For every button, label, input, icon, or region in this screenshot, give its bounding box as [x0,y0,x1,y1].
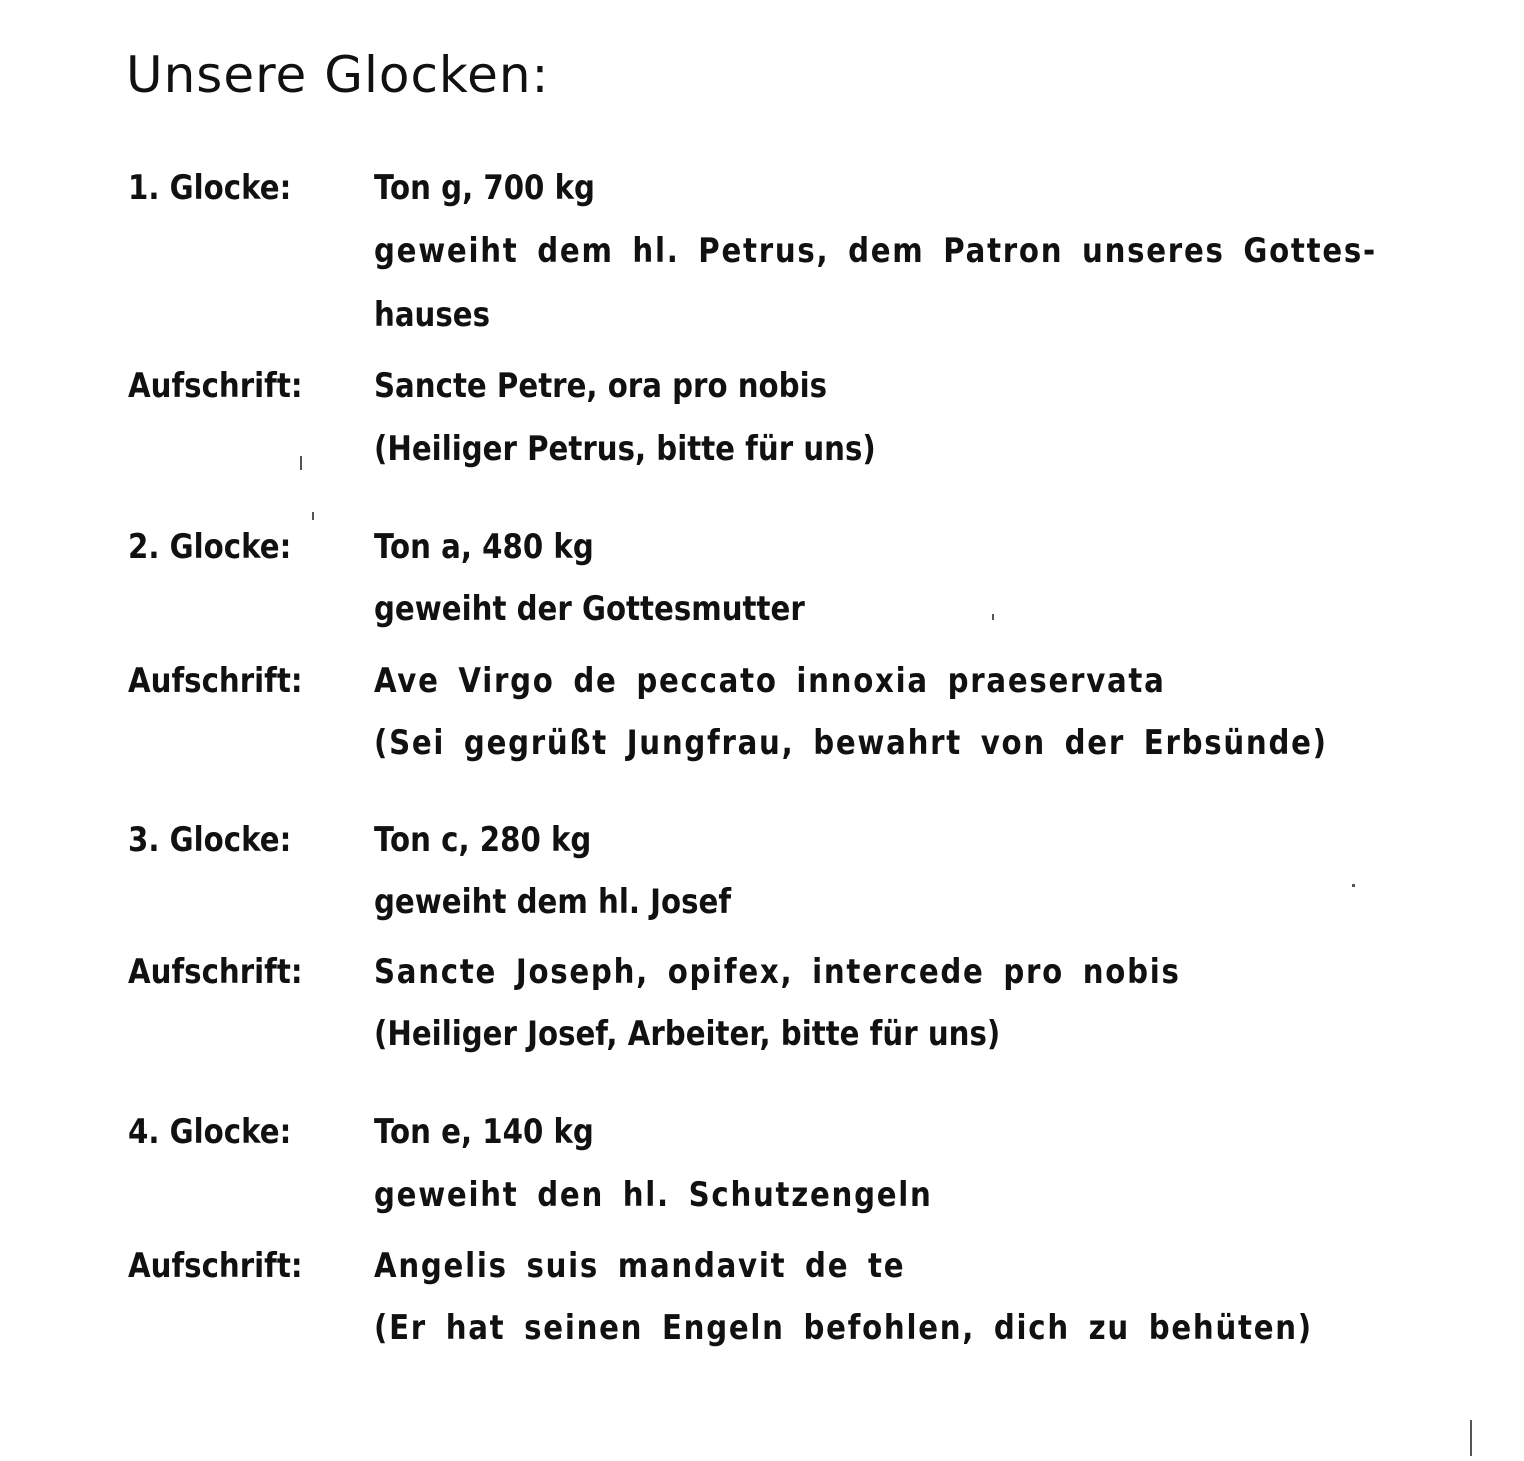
bell-2-inscription-label: Aufschrift: [128,661,303,701]
scan-speck [992,614,994,620]
bell-2-translation: (Sei gegrüßt Jungfrau, bewahrt von der Erbsünde) [374,723,1328,763]
bell-3-translation: (Heiliger Josef, Arbeiter, bitte für uns) [374,1014,1001,1054]
bell-1-tone: Ton g, 700 kg [374,168,595,208]
bell-1-dedication-line-2: hauses [374,295,491,335]
bell-1-inscription: Sancte Petre, ora pro nobis [374,366,828,406]
scan-speck [1352,884,1355,887]
bell-4-inscription: Angelis suis mandavit de te [374,1246,906,1286]
bell-1-inscription-label: Aufschrift: [128,366,303,406]
bell-1-label: 1. Glocke: [128,168,292,208]
bell-4-translation: (Er hat seinen Engeln befohlen, dich zu behüten) [374,1308,1313,1348]
bell-1-translation: (Heiliger Petrus, bitte für uns) [374,429,876,469]
bell-2-tone: Ton a, 480 kg [374,527,594,567]
bell-4-dedication-line-1: geweiht den hl. Schutzengeln [374,1175,933,1215]
bell-4-label: 4. Glocke: [128,1112,292,1152]
bell-2-dedication-line-1: geweiht der Gottesmutter [374,589,805,629]
bell-4-inscription-label: Aufschrift: [128,1246,303,1286]
scan-speck [300,456,302,470]
bell-4-tone: Ton e, 140 kg [374,1112,594,1152]
bell-1-dedication-line-1: geweiht dem hl. Petrus, dem Patron unseres Gottes- [374,231,1377,271]
bell-3-label: 3. Glocke: [128,820,292,860]
bell-2-label: 2. Glocke: [128,527,292,567]
bell-3-dedication-line-1: geweiht dem hl. Josef [374,882,732,922]
scan-speck [312,512,314,520]
bell-3-tone: Ton c, 280 kg [374,820,592,860]
scan-speck [1470,1420,1472,1456]
page-title: Unsere Glocken: [126,46,550,104]
bell-3-inscription-label: Aufschrift: [128,952,303,992]
bell-3-inscription: Sancte Joseph, opifex, intercede pro nobis [374,952,1181,992]
bell-2-inscription: Ave Virgo de peccato innoxia praeservata [374,661,1166,701]
